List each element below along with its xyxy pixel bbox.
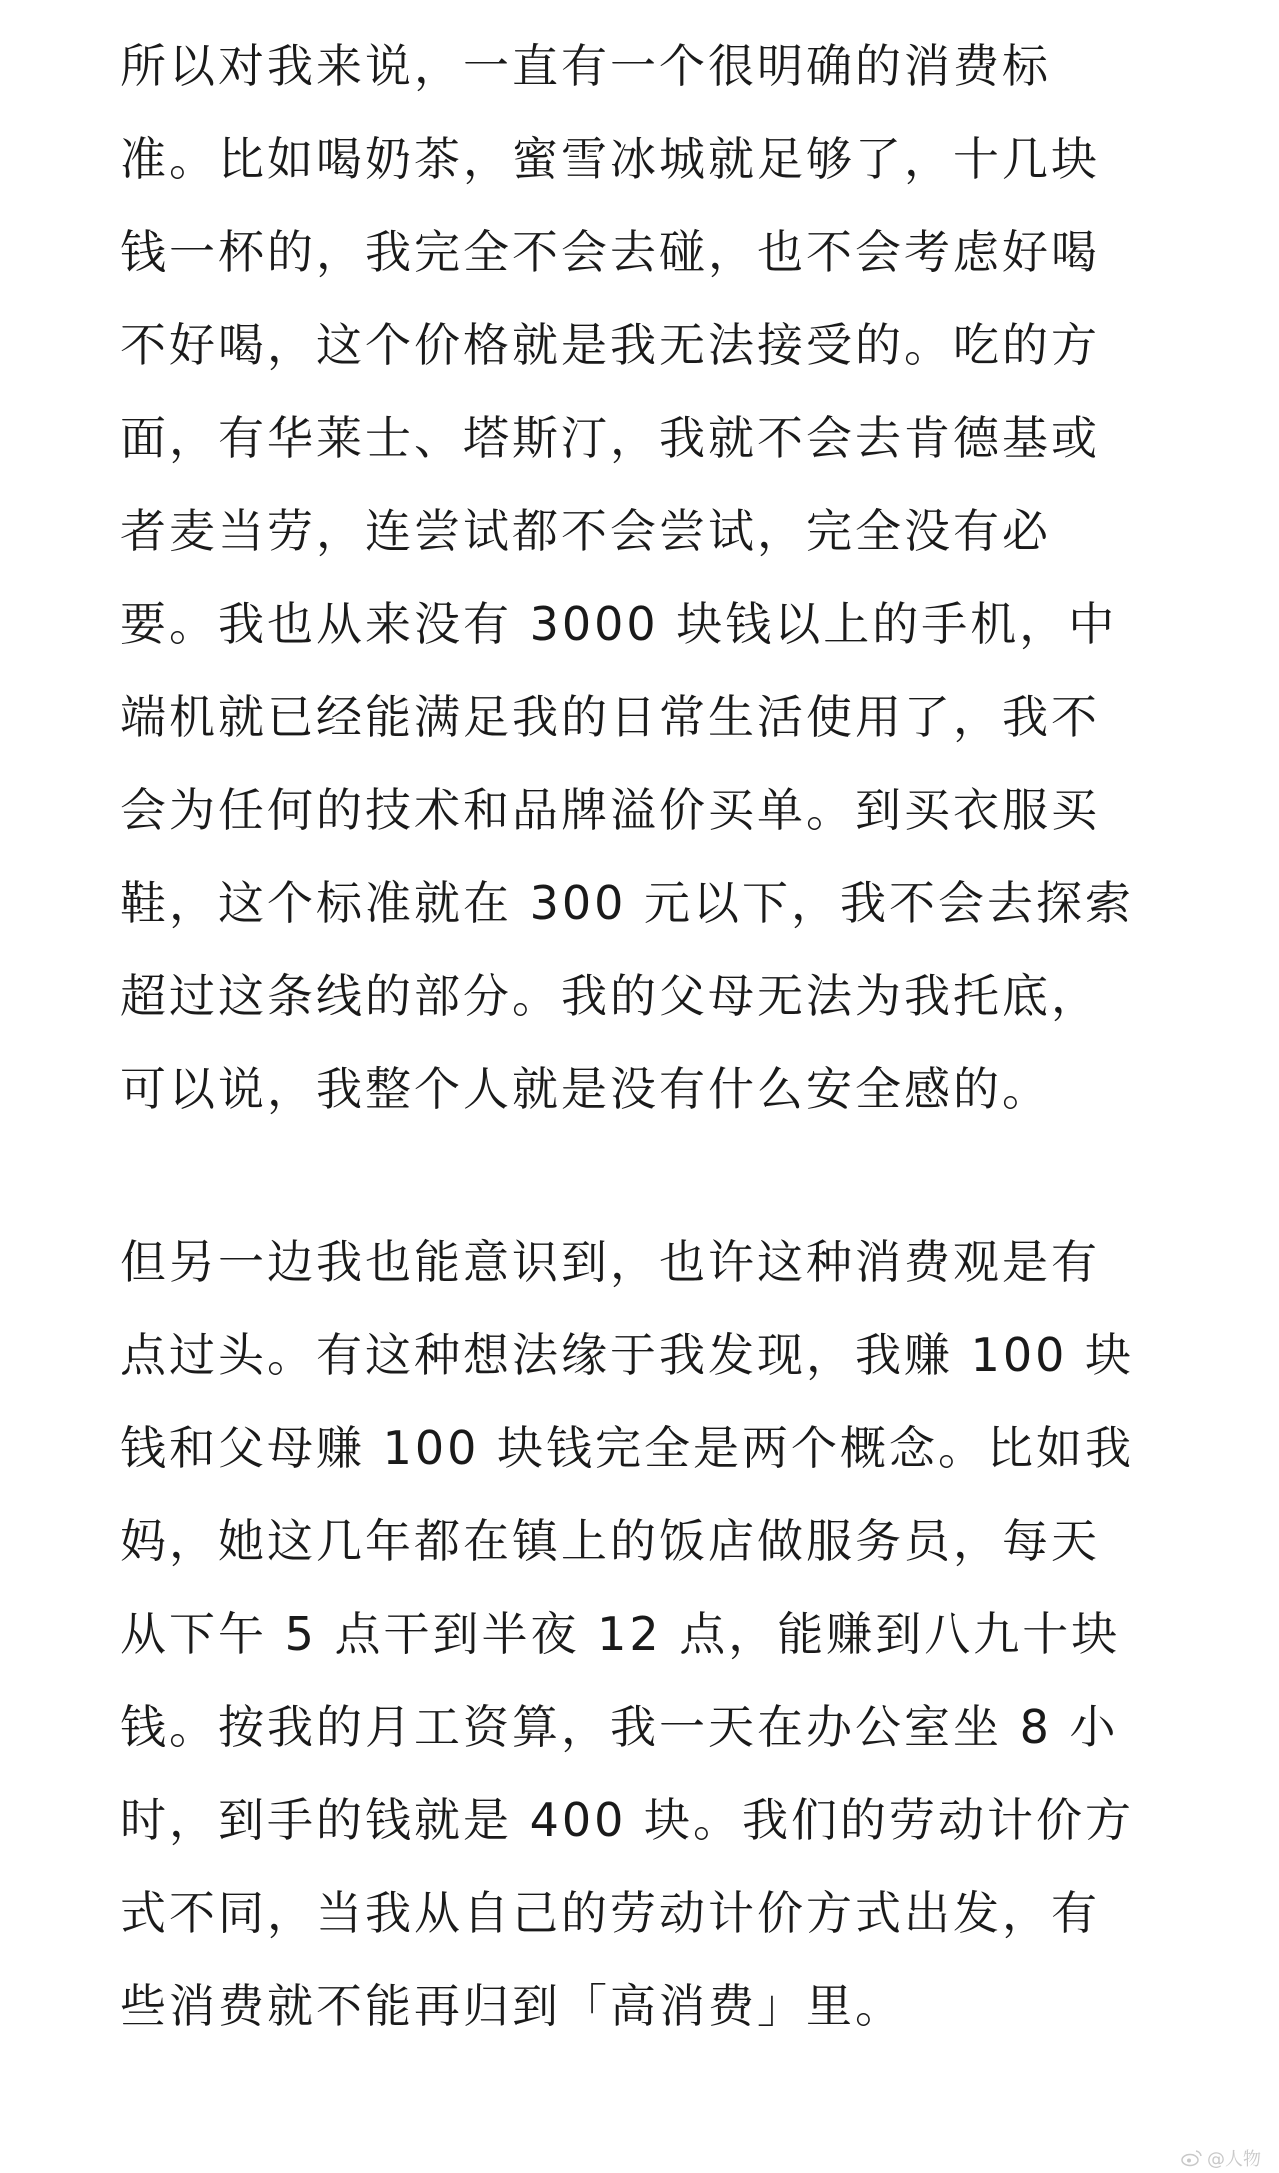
paragraph-1	[120, 20, 1170, 1136]
text-line: 鞋，这个标准就在 300 元以下，我不会去探索	[120, 876, 1135, 930]
text-line: 点过头。有这种想法缘于我发现，我赚 100 块	[120, 1328, 1135, 1382]
watermark	[1181, 2145, 1261, 2171]
paragraph-2	[120, 1216, 1170, 2053]
article-body	[120, 20, 1170, 2053]
text-line: 从下午 5 点干到半夜 12 点，能赚到八九十块	[120, 1607, 1121, 1661]
text-line: 所以对我来说，一直有一个很明确的消费标	[120, 39, 1051, 93]
text-line: 钱一杯的，我完全不会去碰，也不会考虑好喝	[120, 225, 1100, 279]
text-line: 但另一边我也能意识到，也许这种消费观是有	[120, 1235, 1100, 1289]
text-line: 端机就已经能满足我的日常生活使用了，我不	[120, 690, 1100, 744]
text-line: 不好喝，这个价格就是我无法接受的。吃的方	[120, 318, 1100, 372]
text-line: 准。比如喝奶茶，蜜雪冰城就足够了，十几块	[120, 132, 1100, 186]
text-line: 妈，她这几年都在镇上的饭店做服务员，每天	[120, 1514, 1100, 1568]
text-line: 面，有华莱士、塔斯汀，我就不会去肯德基或	[120, 411, 1100, 465]
text-line: 时，到手的钱就是 400 块。我们的劳动计价方	[120, 1793, 1135, 1847]
text-line: 可以说，我整个人就是没有什么安全感的。	[120, 1062, 1051, 1116]
text-line: 会为任何的技术和品牌溢价买单。到买衣服买	[120, 783, 1100, 837]
paragraph-spacer	[120, 1136, 1170, 1216]
watermark-text: @人物	[1207, 2149, 1261, 2170]
text-line: 钱。按我的月工资算，我一天在办公室坐 8 小	[120, 1700, 1119, 1754]
text-line: 超过这条线的部分。我的父母无法为我托底，	[120, 969, 1100, 1023]
text-line: 者麦当劳，连尝试都不会尝试，完全没有必	[120, 504, 1051, 558]
weibo-logo-icon	[1181, 2149, 1203, 2167]
text-line: 钱和父母赚 100 块钱完全是两个概念。比如我	[120, 1421, 1135, 1475]
text-line: 式不同，当我从自己的劳动计价方式出发，有	[120, 1886, 1100, 1940]
text-line: 要。我也从来没有 3000 块钱以上的手机，中	[120, 597, 1118, 651]
text-line: 些消费就不能再归到「高消费」里。	[120, 1979, 904, 2033]
